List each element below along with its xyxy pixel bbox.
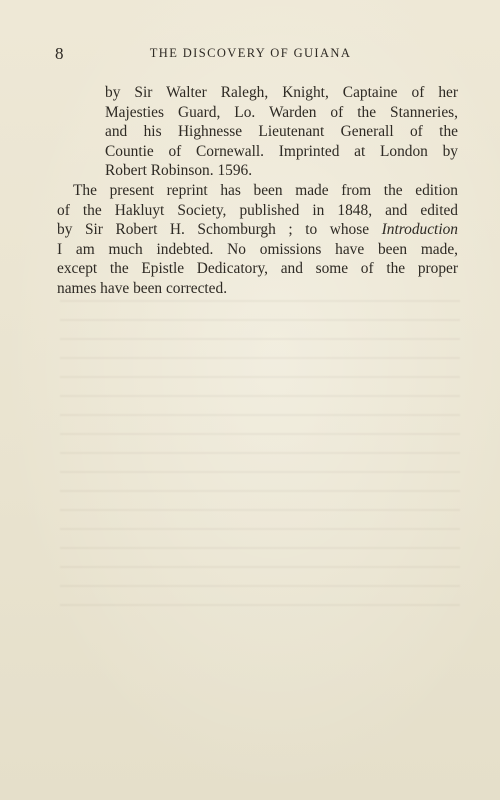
introduction-italic: Introduction	[381, 221, 458, 239]
paragraph-line	[57, 220, 458, 240]
paragraph-line	[57, 181, 458, 201]
paragraph-line-text: by Sir Robert H. Schomburgh ; to whose	[57, 221, 382, 239]
imprint-line: and his Highnesse Lieutenant Generall of the	[105, 123, 458, 141]
paragraph-line: except the Epistle Dedicatory, and some of the proper	[57, 260, 458, 278]
imprint-line: Robert Robinson. 1596.	[105, 162, 253, 180]
paragraph-line: of the Hakluyt Society, published in 1848, and edited	[57, 201, 458, 219]
paragraph-line: names have been corrected.	[57, 279, 228, 297]
show-through-text	[60, 300, 460, 620]
reprint-paragraph	[57, 181, 458, 299]
imprint-line: Countie of Cornewall. Imprinted at London by	[105, 142, 458, 160]
imprint-line: by Sir Walter Ralegh, Knight, Captaine of her	[105, 84, 458, 101]
running-head	[43, 44, 458, 66]
paragraph-line: I am much indebted. No omissions have been made,	[57, 240, 458, 258]
page-number: 8	[55, 44, 64, 63]
running-title: THE DISCOVERY OF GUIANA	[149, 46, 352, 60]
imprint-line: Majesties Guard, Lo. Warden of the Stanneries,	[105, 103, 458, 121]
paragraph-line-text: The present reprint has been made from the edition	[73, 181, 458, 199]
body-text	[57, 83, 458, 299]
imprint-block	[57, 83, 458, 181]
